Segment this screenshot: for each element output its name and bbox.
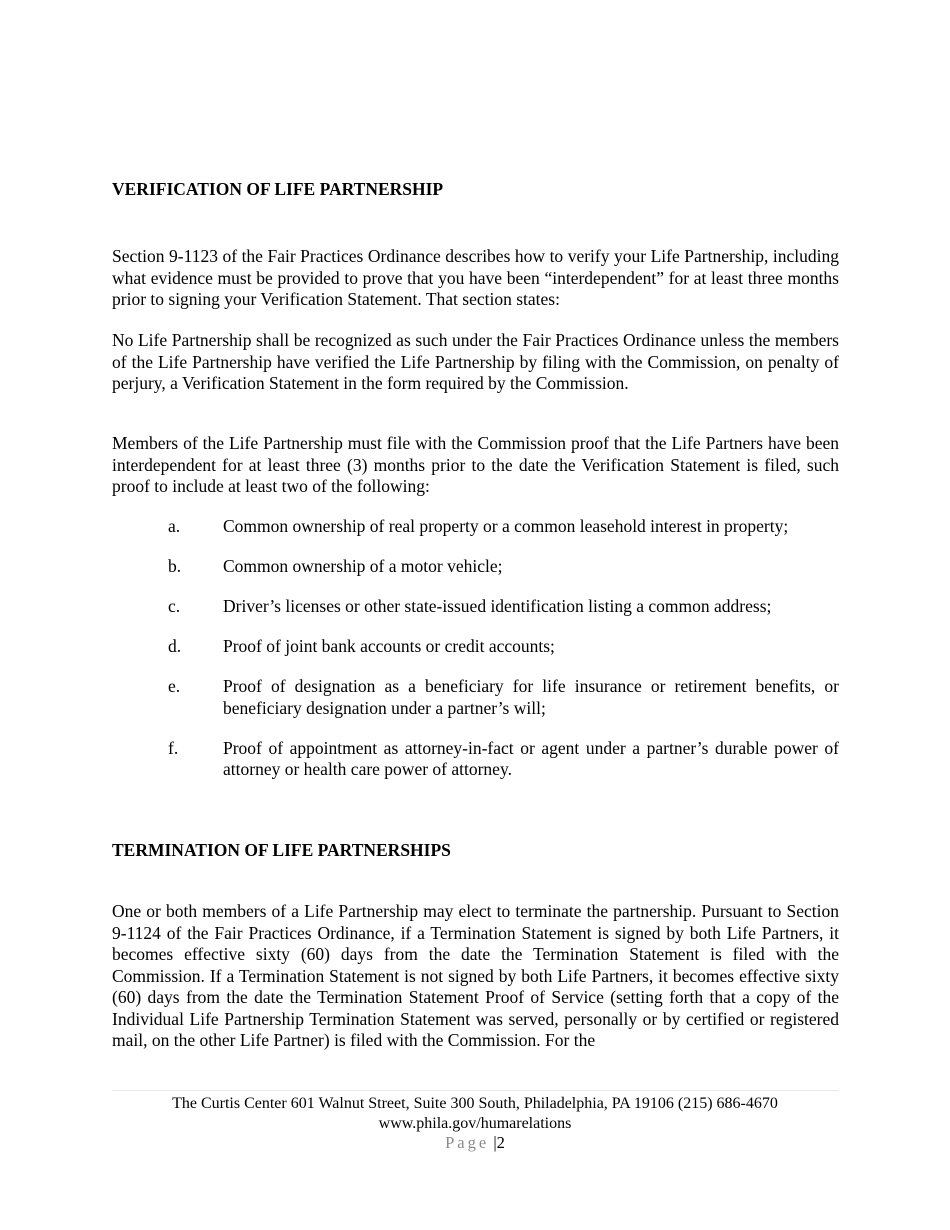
paragraph-recognition: No Life Partnership shall be recognized as such under the Fair Practices Ordinance unless the members of the Life Partnership have verified the Life Partnership by filing with the Commission, on penalty of perjury, a Verification Statement in the form required by the Commission. xyxy=(112,330,839,393)
list-item xyxy=(112,556,839,578)
list-item xyxy=(112,596,839,618)
page-number: 2 xyxy=(496,1133,505,1152)
page-label: Page xyxy=(445,1133,490,1152)
section-heading-verification: VERIFICATION OF LIFE PARTNERSHIP xyxy=(112,179,444,199)
list-item-text: Driver’s licenses or other state-issued identification listing a common address; xyxy=(223,596,772,616)
list-marker: f. xyxy=(168,737,179,758)
list-item xyxy=(112,516,839,538)
list-item-text: Proof of designation as a beneficiary for life insurance or retirement benefits, or beneficiary designation under a partner’s will; xyxy=(223,676,839,718)
footer-address: The Curtis Center 601 Walnut Street, Suite 300 South, Philadelphia, PA 19106 (215) 686-4670 xyxy=(172,1095,778,1112)
list-marker: b. xyxy=(168,556,182,576)
section-heading-termination: TERMINATION OF LIFE PARTNERSHIPS xyxy=(112,840,451,860)
footer-website: www.phila.gov/humarelations xyxy=(378,1115,572,1132)
list-item xyxy=(112,738,839,781)
paragraph-intro: Section 9-1123 of the Fair Practices Ordinance describes how to verify your Life Partnership, including what evidence must be provided to prove that you have been “interdependent” for at least three months prior to signing your Verification Statement. That section states: xyxy=(112,246,839,309)
proof-list xyxy=(112,516,839,799)
list-marker: d. xyxy=(168,636,182,656)
list-item xyxy=(112,676,839,719)
list-item-text: Proof of joint bank accounts or credit accounts; xyxy=(223,636,555,656)
list-item-text: Proof of appointment as attorney-in-fact or agent under a partner’s durable power of attorney or health care power of attorney. xyxy=(223,737,839,779)
paragraph-proof-requirements: Members of the Life Partnership must file with the Commission proof that the Life Partners have been interdependent for at least three (3) months prior to the date the Verification Statement is filed, such proof to include at least two of the following: xyxy=(112,433,839,496)
page-separator: | xyxy=(493,1133,497,1152)
list-marker: e. xyxy=(168,676,181,696)
footer-divider xyxy=(112,1090,839,1091)
list-marker: a. xyxy=(168,516,181,536)
page-number-line xyxy=(0,1133,950,1153)
list-marker: c. xyxy=(168,596,181,616)
list-item-text: Common ownership of real property or a common leasehold interest in property; xyxy=(223,516,789,536)
list-item-text: Common ownership of a motor vehicle; xyxy=(223,556,503,576)
list-item xyxy=(112,636,839,658)
paragraph-termination: One or both members of a Life Partnership may elect to terminate the partnership. Pursuant to Section 9-1124 of the Fair Practices Ordinance, if a Termination Statement is signed by both Life Partners, it becomes effective sixty (60) days from the date the Termination Statement is filed with the Commission. If a Termination Statement is not signed by both Life Partners, it becomes effective sixty (60) days from the date the Termination Statement Proof of Service (setting forth that a copy of the Individual Life Partnership Termination Statement was served, personally or by certified or registered mail, on the other Life Partner) is filed with the Commission. For the xyxy=(112,901,839,1050)
